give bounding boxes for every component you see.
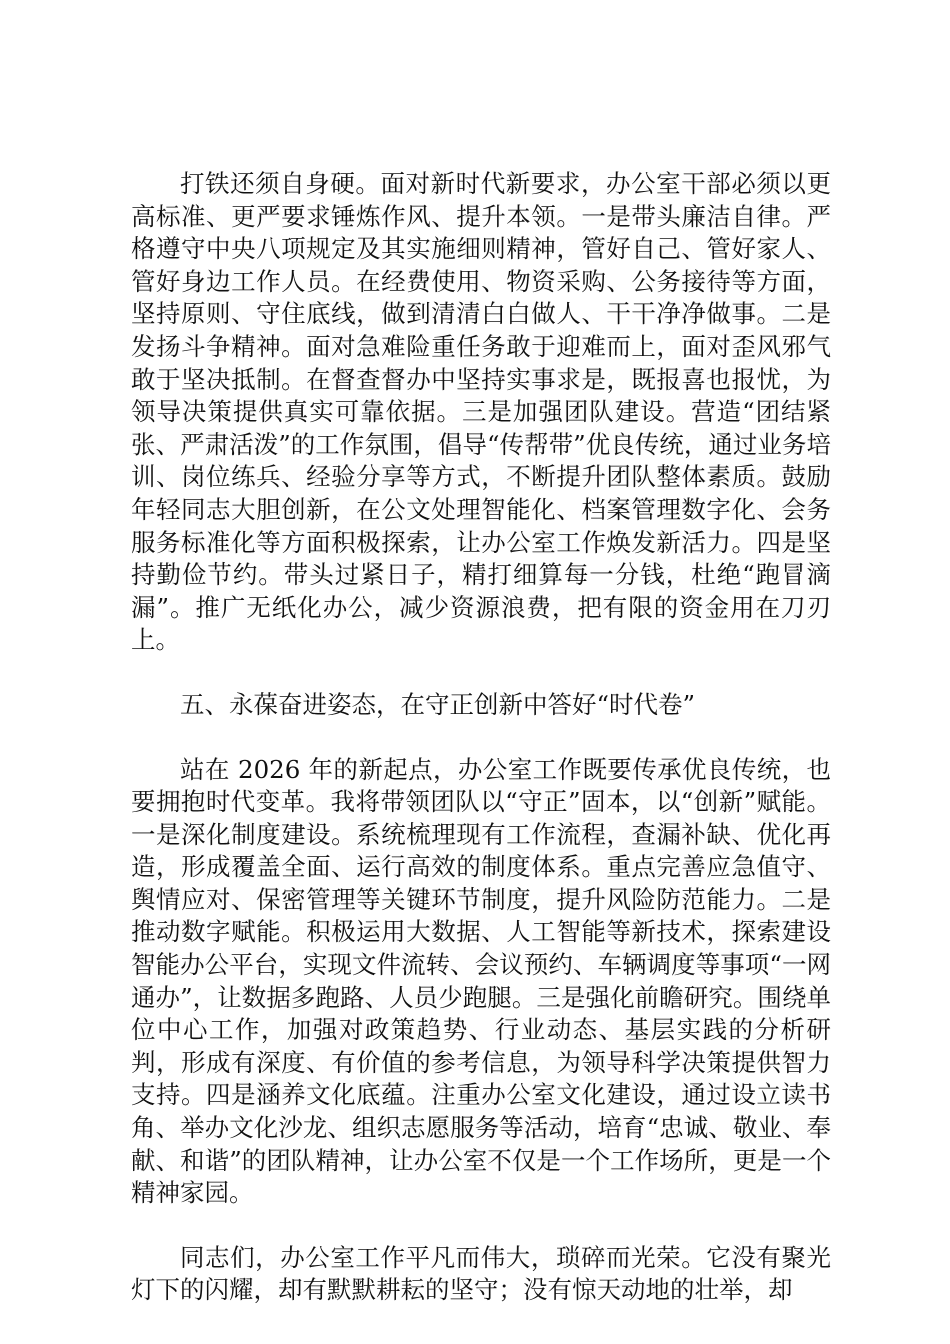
paragraph-spacer	[131, 657, 831, 689]
body-paragraph: 同志们，办公室工作平凡而伟大，琐碎而光荣。它没有聚光灯下的闪耀，却有默默耕耘的坚守；没有惊天动地的壮举，却	[131, 1242, 831, 1305]
section-heading: 五、永葆奋进姿态，在守正创新中答好“时代卷”	[180, 689, 696, 719]
document-page	[131, 168, 831, 1307]
paragraph-spacer	[131, 1210, 831, 1242]
body-paragraph: 打铁还须自身硬。面对新时代新要求，办公室干部必须以更高标准、更严要求锤炼作风、提升本领。一是带头廉洁自律。严格遵守中央八项规定及其实施细则精神，管好自己、管好家人、管好身边工作人员。在经费使用、物资采购、公务接待等方面，坚持原则、守住底线，做到清清白白做人、干干净净做事。二是发扬斗争精神。面对急难险重任务敢于迎难而上，面对歪风邪气敢于坚决抵制。在督查督办中坚持实事求是，既报喜也报忧，为领导决策提供真实可靠依据。三是加强团队建设。营造“团结紧张、严肃活泼”的工作氛围，倡导“传帮带”优良传统，通过业务培训、岗位练兵、经验分享等方式，不断提升团队整体素质。鼓励年轻同志大胆创新，在公文处理智能化、档案管理数字化、会务服务标准化等方面积极探索，让办公室工作焕发新活力。四是坚持勤俭节约。带头过紧日子，精打细算每一分钱，杜绝“跑冒滴漏”。推广无纸化办公，减少资源浪费，把有限的资金用在刀刃上。	[131, 169, 831, 655]
paragraph-spacer	[131, 722, 831, 754]
body-paragraph: 站在 2026 年的新起点，办公室工作既要传承优良传统，也要拥抱时代变革。我将带领团队以“守正”固本，以“创新”赋能。一是深化制度建设。系统梳理现有工作流程，查漏补缺、优化再造，形成覆盖全面、运行高效的制度体系。重点完善应急值守、舆情应对、保密管理等关键环节制度，提升风险防范能力。二是推动数字赋能。积极运用大数据、人工智能等新技术，探索建设智能办公平台，实现文件流转、会议预约、车辆调度等事项“一网通办”，让数据多跑路、人员少跑腿。三是强化前瞻研究。围绕单位中心工作，加强对政策趋势、行业动态、基层实践的分析研判，形成有深度、有价值的参考信息，为领导科学决策提供智力支持。四是涵养文化底蕴。注重办公室文化建设，通过设立读书角、举办文化沙龙、组织志愿服务等活动，培育“忠诚、敬业、奉献、和谐”的团队精神，让办公室不仅是一个工作场所，更是一个精神家园。	[131, 754, 831, 1208]
